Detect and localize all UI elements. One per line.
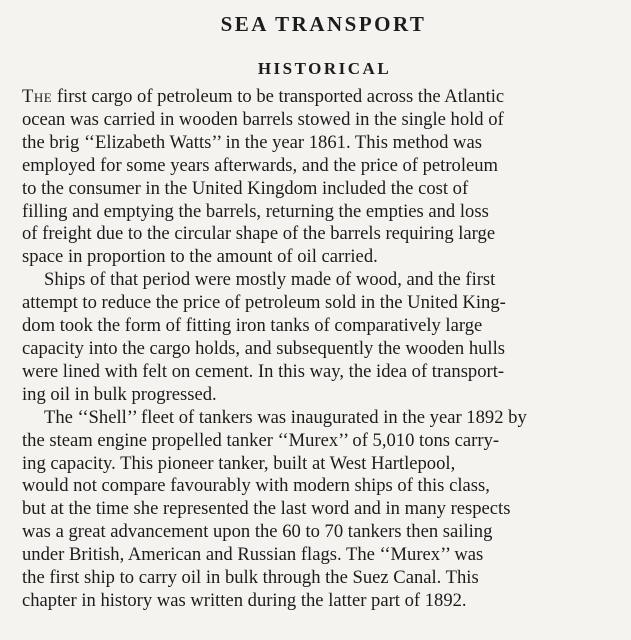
text-line: were lined with felt on cement. In this way, the idea of transport- (22, 360, 505, 382)
text-line: The ‘‘Shell’’ fleet of tankers was inaugurated in the year 1892 by (44, 406, 527, 428)
text-line: employed for some years afterwards, and the price of petroleum (22, 154, 499, 176)
text-line: ing oil in bulk progressed. (22, 383, 217, 405)
paragraph-3 (22, 407, 617, 613)
body-text (22, 86, 617, 613)
text-line: dom took the form of fitting iron tanks of comparatively large (22, 315, 483, 337)
text-line: filling and emptying the barrels, returning the empties and loss (22, 200, 489, 222)
text-line: Ships of that period were mostly made of wood, and the first (44, 269, 496, 291)
text-line: was a great advancement upon the 60 to 70 tankers then sailing (22, 521, 493, 543)
text-line: ing capacity. This pioneer tanker, built at West Hartlepool, (22, 452, 456, 474)
text-line: The first cargo of petroleum to be transported across the Atlantic (22, 86, 505, 107)
text-line: attempt to reduce the price of petroleum sold in the United King- (22, 292, 506, 314)
text-line: of freight due to the circular shape of the barrels requiring large (22, 223, 496, 245)
text-line: but at the time she represented the last word and in many respects (22, 498, 511, 520)
text-line: the brig ‘‘Elizabeth Watts’’ in the year 1861. This method was (22, 131, 482, 153)
text-line: chapter in history was written during the latter part of 1892. (22, 589, 467, 611)
text-line: would not compare favourably with modern ships of this class, (22, 475, 490, 497)
text-line: ocean was carried in wooden barrels stowed in the single hold of (22, 108, 504, 130)
page-title: SEA TRANSPORT (220, 12, 427, 36)
text-line: capacity into the cargo holds, and subsequently the wooden hulls (22, 337, 505, 359)
section-heading: HISTORICAL (257, 59, 392, 78)
text-line: space in proportion to the amount of oil carried. (22, 246, 378, 268)
text-line: under British, American and Russian flags. The ‘‘Murex’’ was (22, 544, 484, 566)
lead-word: The (22, 86, 53, 107)
text-line: the first ship to carry oil in bulk through the Suez Canal. This (22, 567, 479, 589)
text-line: to the consumer in the United Kingdom included the cost of (22, 177, 469, 199)
paragraph-1 (22, 86, 617, 269)
paragraph-2 (22, 269, 617, 406)
text-line: the steam engine propelled tanker ‘‘Murex’’ of 5,010 tons carry- (22, 429, 500, 451)
